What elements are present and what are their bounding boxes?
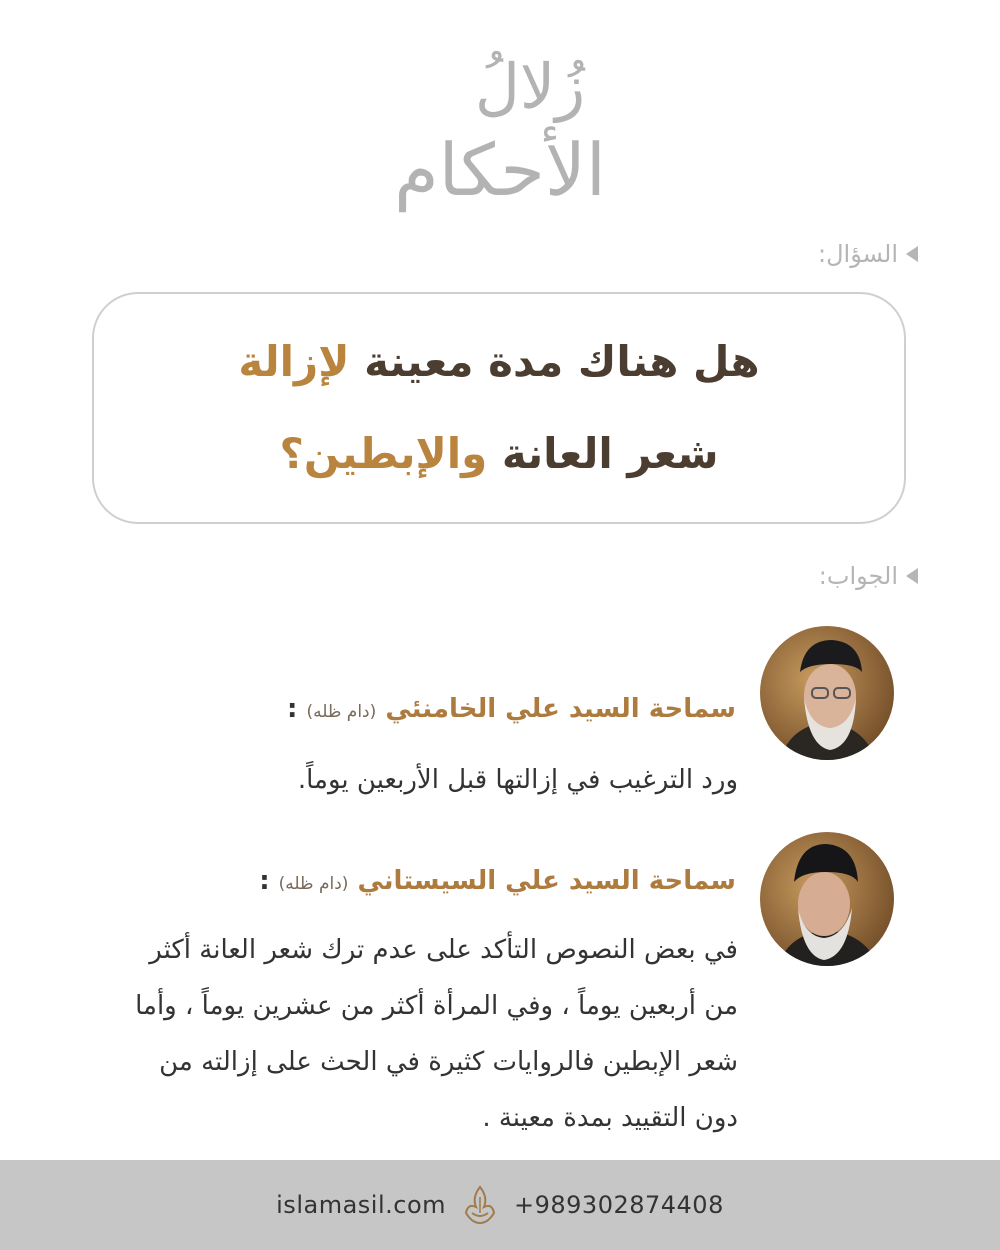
scholar-1-name-text: سماحة السيد علي الخامنئي [385, 694, 736, 724]
question-line-2-gold: والإبطين؟ [279, 429, 488, 478]
triangle-marker-icon [906, 246, 918, 262]
question-line-1-dark: هل هناك مدة معينة [364, 337, 760, 386]
scholar-1-name [287, 694, 736, 724]
question-label-text: السؤال: [818, 240, 898, 268]
footer-bar [0, 1160, 1000, 1250]
scholar-2-name-text: سماحة السيد علي السيستاني [357, 866, 736, 896]
islamasil-logo-icon [458, 1183, 502, 1227]
scholar-2-colon: : [259, 866, 270, 896]
scholar-1-answer [298, 752, 738, 808]
answer-line: من أربعين يوماً ، وفي المرأة أكثر من عشرين يوماً ، وأما [135, 991, 738, 1021]
website-link[interactable]: islamasil.com [276, 1191, 446, 1219]
answer-line: شعر الإبطين فالروايات كثيرة في الحث على إزالته من [159, 1047, 738, 1077]
logo-line-1: زُلالُ [474, 50, 586, 123]
answer-label [819, 562, 918, 590]
answer-line: ورد الترغيب في إزالتها قبل الأربعين يوماً. [297, 765, 738, 795]
scholar-2-answer [135, 922, 738, 1146]
scholar-2-name [259, 866, 736, 896]
logo-line-2: الأحكام [394, 128, 606, 212]
question-box [92, 292, 906, 524]
question-line-1 [238, 316, 759, 408]
question-label [818, 240, 918, 268]
answer-label-text: الجواب: [818, 562, 898, 590]
zulal-al-ahkam-logo [340, 30, 660, 220]
scholar-2-honorific: (دام ظله) [278, 874, 349, 894]
scholar-1-portrait [760, 626, 894, 760]
scholar-2-portrait [760, 832, 894, 966]
question-line-1-gold: لإزالة [238, 337, 350, 386]
scholar-1-colon: : [287, 694, 298, 724]
question-line-2-dark: شعر العانة [501, 429, 719, 478]
answer-line: دون التقييد بمدة معينة . [482, 1103, 738, 1133]
triangle-marker-icon [906, 568, 918, 584]
answer-line: في بعض النصوص التأكد على عدم ترك شعر العانة أكثر [149, 935, 738, 965]
phone-number[interactable]: +989302874408 [514, 1191, 724, 1219]
question-line-2 [279, 408, 718, 500]
scholar-1-honorific: (دام ظله) [306, 702, 377, 722]
